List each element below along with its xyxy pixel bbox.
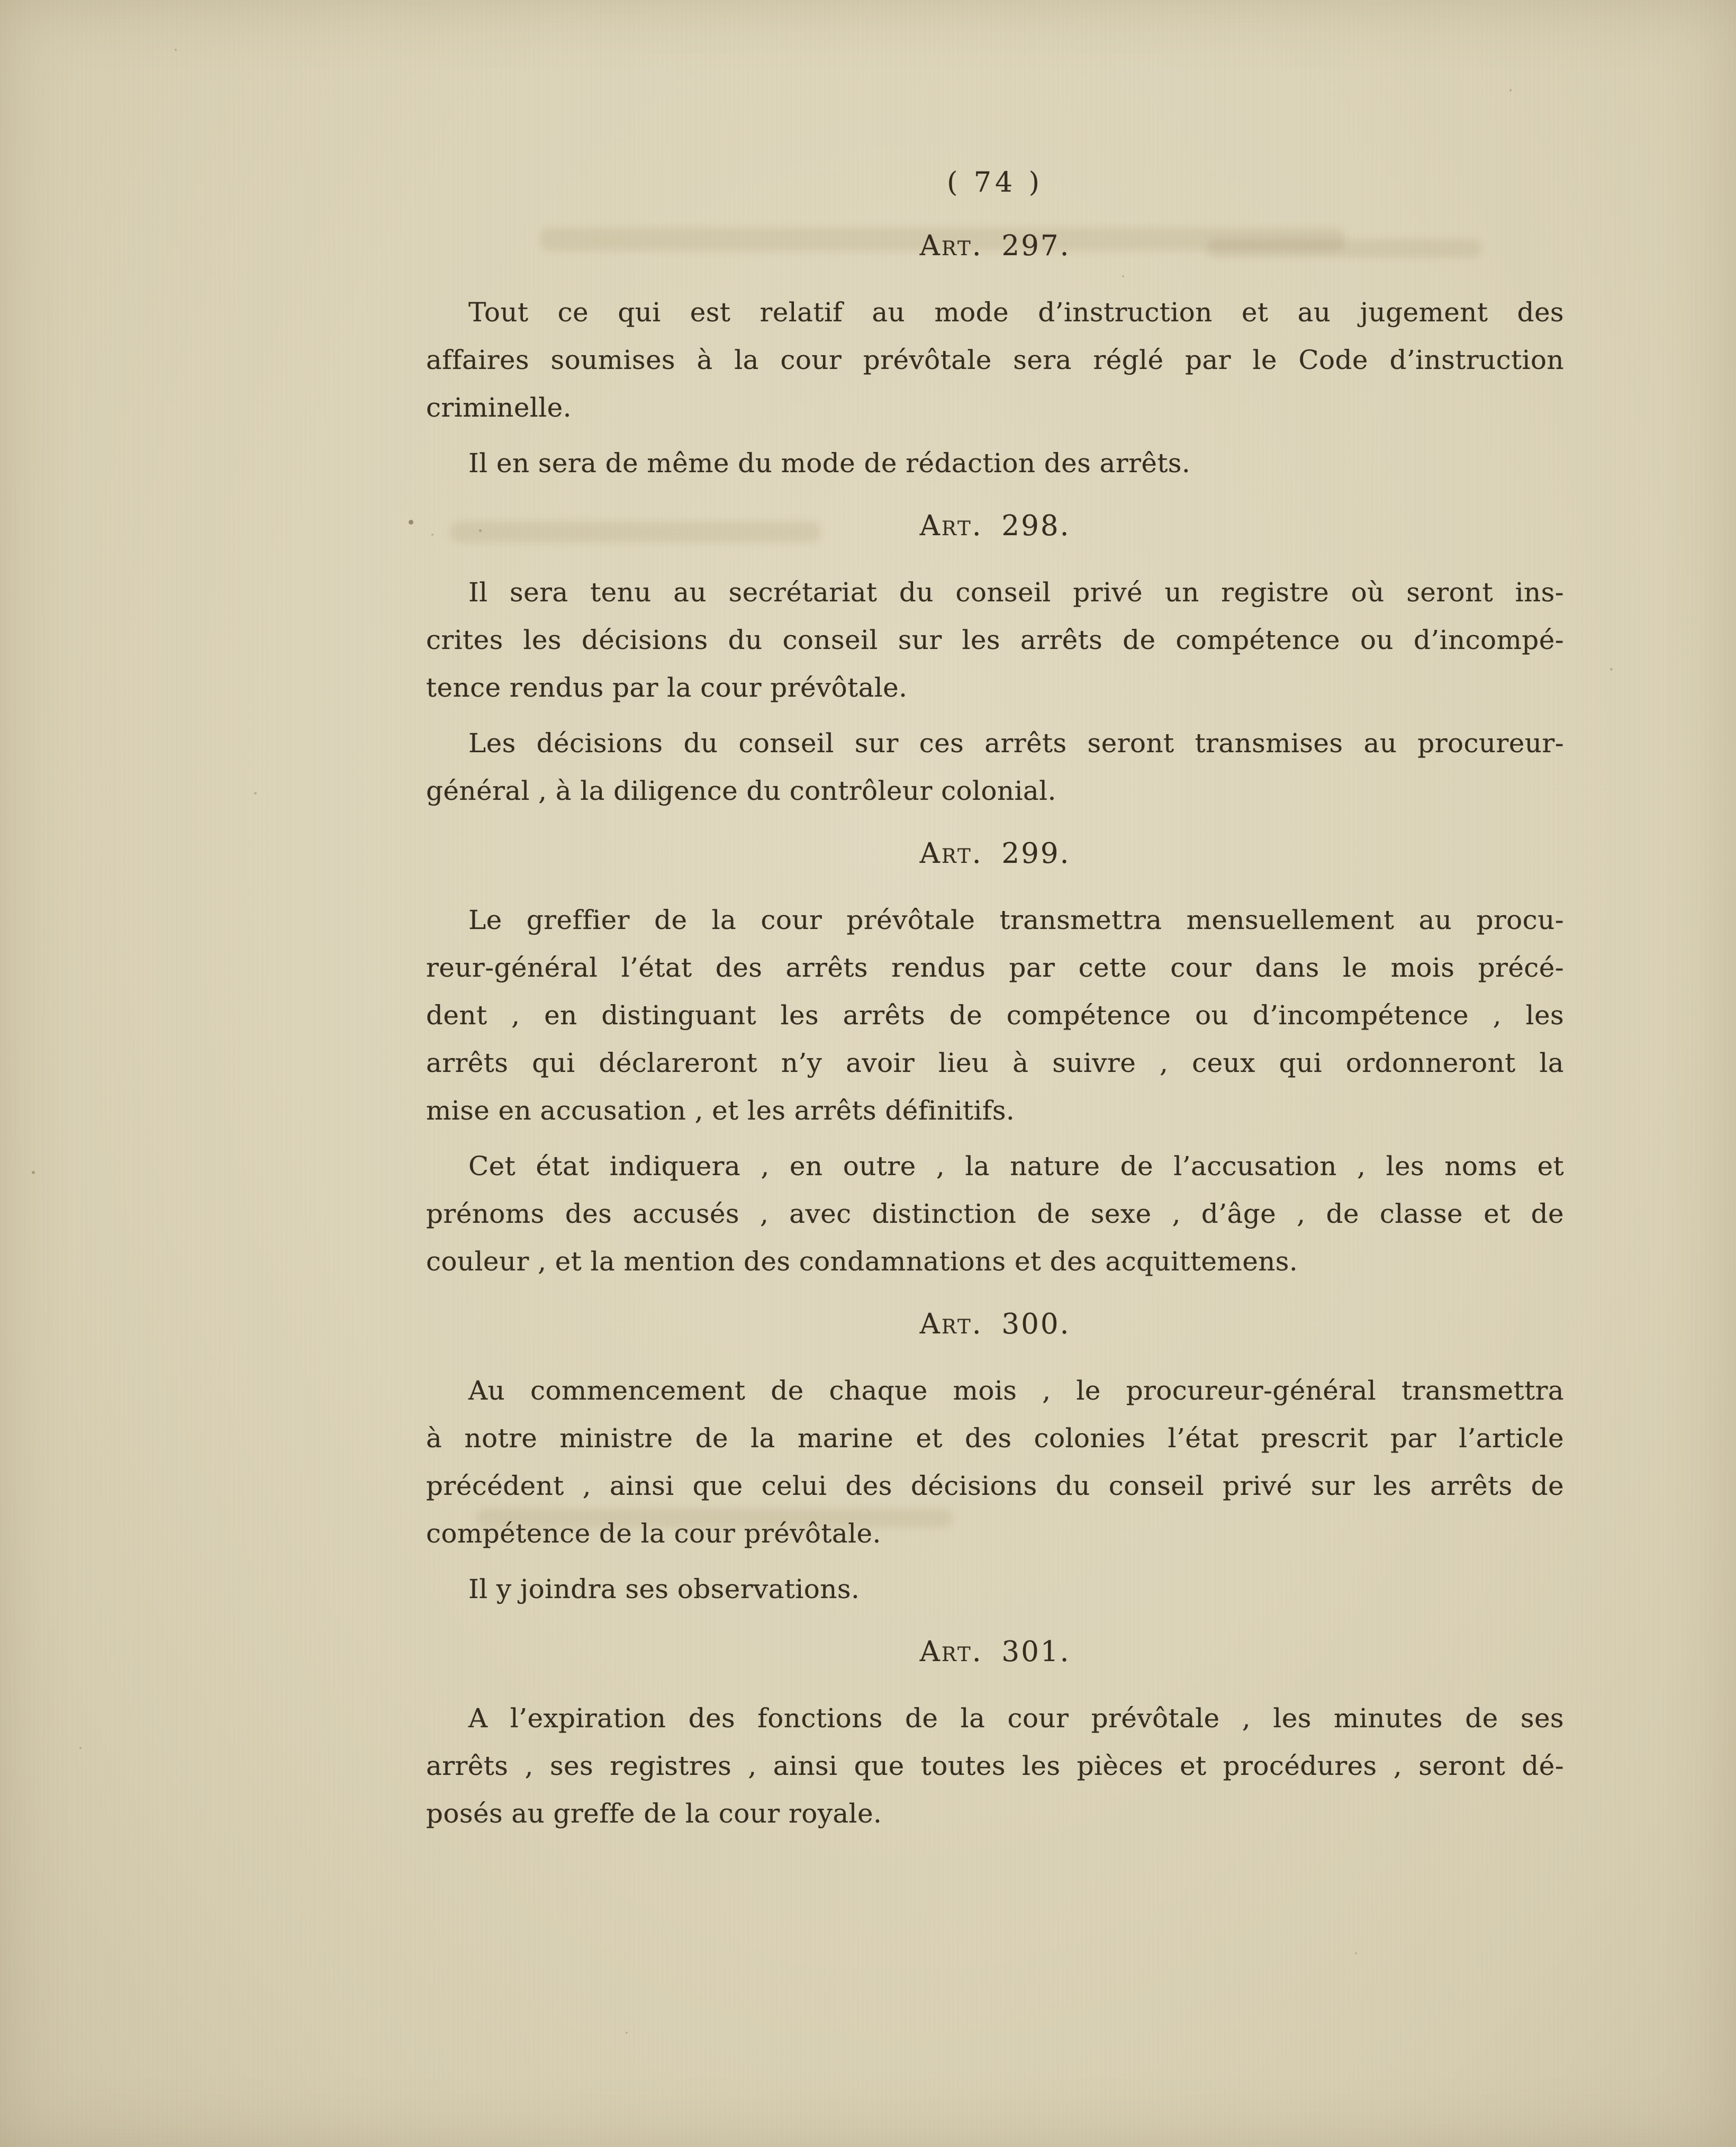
article-paragraph xyxy=(426,719,1564,815)
paragraph-line: tence rendus par la cour prévôtale. xyxy=(426,672,908,703)
paper-speck xyxy=(32,1171,35,1174)
article-paragraph xyxy=(426,1694,1564,1837)
article-heading: Art. 297. xyxy=(919,230,1071,262)
article-paragraph xyxy=(426,288,1564,431)
paper-speck xyxy=(1610,668,1613,671)
paper-speck xyxy=(409,520,413,525)
paragraph-line: crites les décisions du conseil sur les arrêts de compétence ou d’incompé- xyxy=(426,625,1564,655)
paragraph-line: A l’expiration des fonctions de la cour prévôtale , les minutes de ses xyxy=(468,1703,1564,1734)
paper-speck xyxy=(1355,1952,1357,1954)
articles-container xyxy=(426,222,1564,1837)
paragraph-line: dent , en distinguant les arrêts de compétence ou d’incompétence , les xyxy=(426,1000,1564,1031)
paragraph-line: Les décisions du conseil sur ces arrêts seront transmises au procureur- xyxy=(468,728,1564,759)
paragraph-line: Au commencement de chaque mois , le procureur-général transmettra xyxy=(468,1375,1564,1406)
paragraph-line: à notre ministre de la marine et des colonies l’état prescrit par l’article xyxy=(426,1423,1564,1454)
paragraph-line: Le greffier de la cour prévôtale transmettra mensuellement au procu- xyxy=(468,905,1564,935)
article-paragraph xyxy=(426,896,1564,1134)
paragraph-line: criminelle. xyxy=(426,392,572,423)
article-heading: Art. 300. xyxy=(919,1308,1071,1340)
paper-speck xyxy=(175,49,177,51)
paragraph-line: arrêts qui déclareront n’y avoir lieu à suivre , ceux qui ordonneront la xyxy=(426,1048,1564,1078)
paragraph-line: affaires soumises à la cour prévôtale sera réglé par le Code d’instruction xyxy=(426,345,1564,375)
paragraph-line: prénoms des accusés , avec distinction de sexe , d’âge , de classe et de xyxy=(426,1198,1564,1229)
article-heading: Art. 298. xyxy=(919,510,1071,542)
paper-speck xyxy=(254,792,257,795)
paragraph-line: général , à la diligence du contrôleur colonial. xyxy=(426,775,1056,806)
paragraph-line: Il en sera de même du mode de rédaction des arrêts. xyxy=(468,448,1191,479)
page-number: ( 74 ) xyxy=(947,167,1043,199)
paragraph-line: Tout ce qui est relatif au mode d’instruction et au jugement des xyxy=(468,297,1564,328)
paragraph-line: Il sera tenu au secrétariat du conseil privé un registre où seront ins- xyxy=(468,577,1564,608)
paragraph-line: reur-général l’état des arrêts rendus par cette cour dans le mois précé- xyxy=(426,952,1564,983)
article-paragraph xyxy=(426,1565,1564,1613)
paper-speck xyxy=(626,2032,628,2034)
paragraph-line: Il y joindra ses observations. xyxy=(468,1574,860,1604)
page-content xyxy=(426,159,1564,1837)
paper-speck xyxy=(79,1747,82,1749)
paragraph-line: mise en accusation , et les arrêts définitifs. xyxy=(426,1095,1015,1126)
paragraph-line: Cet état indiquera , en outre , la nature de l’accusation , les noms et xyxy=(468,1151,1564,1181)
paper-speck xyxy=(1509,89,1512,92)
article-heading: Art. 299. xyxy=(919,837,1071,870)
article-paragraph xyxy=(426,1142,1564,1285)
paragraph-line: arrêts , ses registres , ainsi que toutes les pièces et procédures , seront dé- xyxy=(426,1751,1564,1781)
paragraph-line: couleur , et la mention des condamnations et des acquittemens. xyxy=(426,1246,1298,1277)
article-paragraph xyxy=(426,569,1564,711)
paragraph-line: posés au greffe de la cour royale. xyxy=(426,1798,882,1829)
paragraph-line: précédent , ainsi que celui des décisions du conseil privé sur les arrêts de xyxy=(426,1471,1564,1501)
paragraph-line: compétence de la cour prévôtale. xyxy=(426,1518,881,1549)
article-paragraph xyxy=(426,439,1564,487)
article-paragraph xyxy=(426,1367,1564,1557)
article-heading: Art. 301. xyxy=(919,1636,1071,1668)
